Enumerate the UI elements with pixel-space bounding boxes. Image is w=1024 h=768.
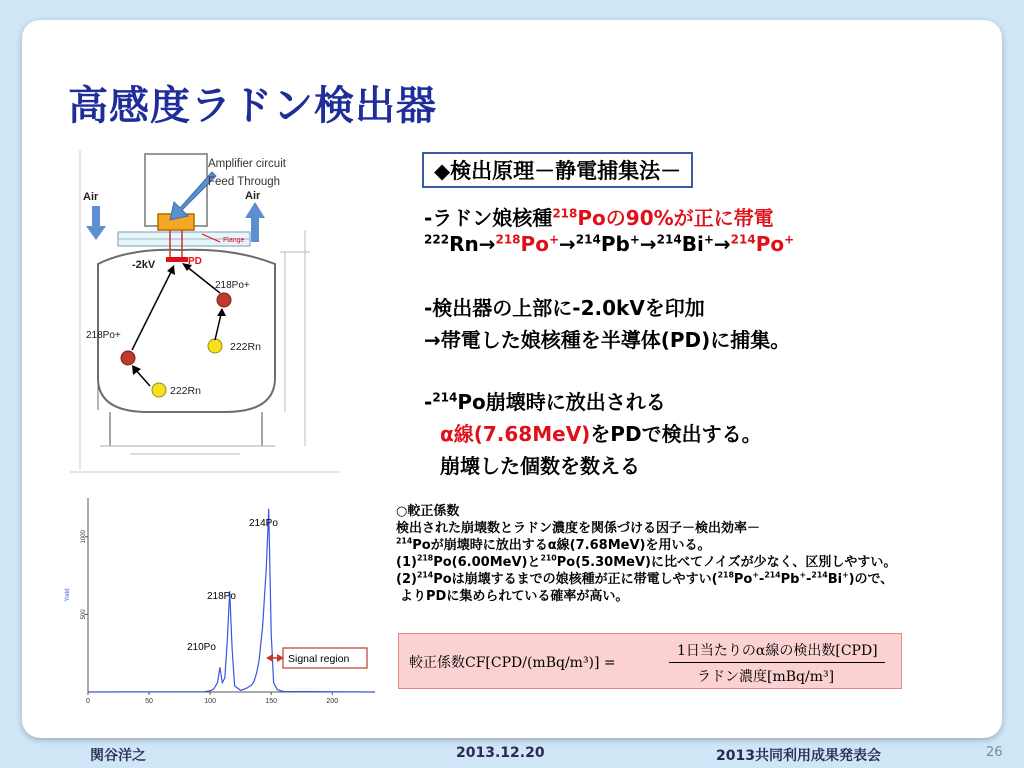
principle-line3: -検出器の上部に-2.0kVを印加 <box>424 296 705 320</box>
peak-label-218po: 218Po <box>207 591 236 602</box>
peak-label-210po: 210Po <box>187 642 216 653</box>
label-feedthrough: Feed Through <box>208 176 281 188</box>
label-amplifier: Amplifier circuit <box>208 158 286 170</box>
spectrum-chart <box>50 492 390 710</box>
signal-region-label: Signal region <box>288 653 350 665</box>
spectrum-y-tick-label: 500 <box>81 609 87 620</box>
calibration-line3: $(1)^{218}Po(6.00MeV)$と$^{210}$Po(5.30MeV)に比べてノイズが少なく、区別しやすい。 <box>396 553 897 570</box>
formula-denominator: ラドン濃度[mBq/m³] <box>697 669 835 685</box>
formula-fraction-bar <box>669 662 885 663</box>
label-air-left: Air <box>83 191 99 203</box>
calibration-line2: $^{214}$Poが崩壊時に放出するα線(7.68MeV)を用いる。 <box>396 536 711 553</box>
label-flange: Flange <box>223 237 245 244</box>
principle-line7: 崩壊した個数を数える <box>440 454 640 478</box>
label-po-right: 218Po+ <box>215 280 250 291</box>
label-pd: PD <box>188 256 202 267</box>
formula-lhs: 較正係数CF[CPD/(mBq/m³)] = <box>409 655 616 671</box>
page-number: 26 <box>986 745 1003 760</box>
principle-line4: →帯電した娘核種を半導体(PD)に捕集。 <box>424 328 791 352</box>
footer-author: 関谷洋之 <box>90 748 146 764</box>
spectrum-x-tick-label: 150 <box>265 698 278 705</box>
calibration-line5: よりPDに集められている確率が高い。 <box>400 589 629 604</box>
spectrum-x-tick-label: 50 <box>145 698 153 705</box>
footer-date: 2013.12.20 <box>456 745 545 761</box>
principle-heading: ◆検出原理－静電捕集法－ <box>422 152 693 188</box>
principle-line1: -ラドン娘核種$^{218}$Poの90%が正に帯電 <box>424 206 774 230</box>
calibration-line1: 検出された崩壊数とラドン濃度を関係づける因子－検出効率－ <box>396 521 761 536</box>
label-voltage: -2kV <box>132 259 156 271</box>
label-rn-right: 222Rn <box>230 341 261 353</box>
label-air-right: Air <box>245 190 261 202</box>
detector-diagram <box>70 150 340 482</box>
spectrum-x-tick-label: 200 <box>326 698 339 705</box>
spectrum-x-tick-label: 100 <box>204 698 216 705</box>
label-po-left: 218Po+ <box>86 330 121 341</box>
formula-box <box>398 633 902 689</box>
spectrum-y-tick-label: 1000 <box>81 530 87 544</box>
label-rn-left: 222Rn <box>170 385 201 397</box>
spectrum-ylabel: Yield <box>65 588 71 602</box>
principle-line5: -$^{214}$Po崩壊時に放出される <box>424 390 666 414</box>
calibration-heading: ○較正係数 <box>396 504 460 519</box>
slide-title: 高感度ラドン検出器 <box>68 83 437 129</box>
spectrum-x-tick-label: 0 <box>86 698 90 705</box>
principle-block <box>418 150 866 480</box>
footer-event: 2013共同利用成果発表会 <box>716 748 881 764</box>
peak-label-214po: 214Po <box>249 518 278 529</box>
calibration-line4: $(2)^{214}Po$は崩壊するまでの娘核種が正に帯電しやすい($^{218}$Po+-$^{214}$Pb+-$^{214}$Bi+)ので、 <box>396 570 894 587</box>
calibration-block <box>396 503 996 605</box>
principle-line6: α線(7.68MeV)をPDで検出する。 <box>440 422 762 446</box>
principle-line2: $^{222}$Rn→$^{218}$Po+→$^{214}$Pb+→$^{214}$Bi+→$^{214}$Po+ <box>424 232 795 256</box>
formula-numerator: 1日当たりのα線の検出数[CPD] <box>677 643 878 659</box>
